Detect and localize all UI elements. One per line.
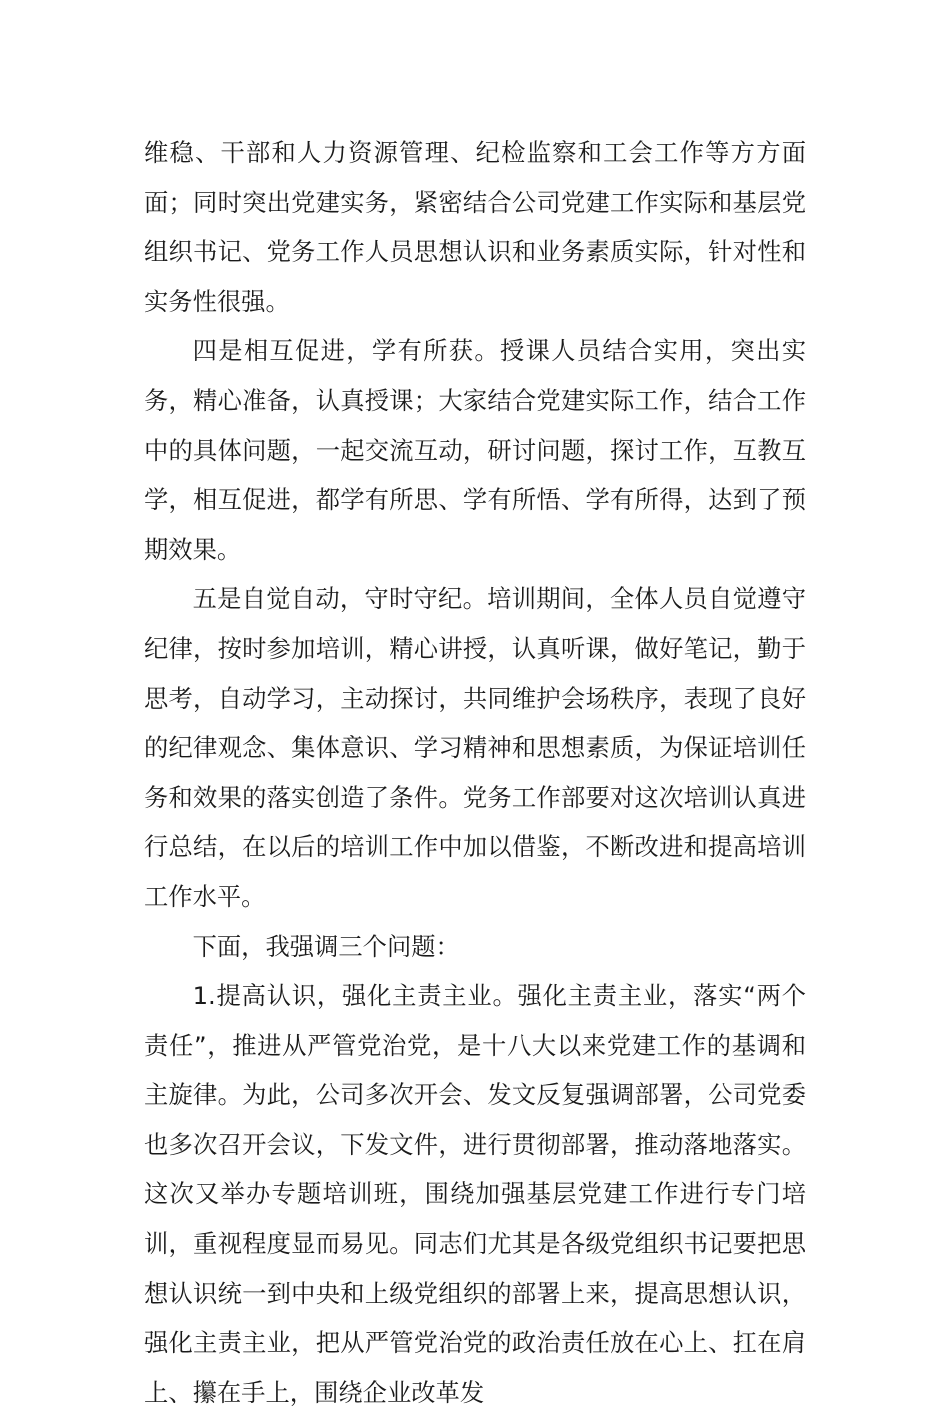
paragraph-point-five: 五是自觉自动，守时守纪。培训期间，全体人员自觉遵守纪律，按时参加培训，精心讲授，认真听课，做好笔记，勤于思考，自动学习，主动探讨，共同维护会场秩序，表现了良好的纪律观念、集体意识、学习精神和思想素质，为保证培训任务和效果的落实创造了条件。党务工作部要对这次培训认真进行总结，在以后的培训工作中加以借鉴，不断改进和提高培训工作水平。 [144, 584, 806, 911]
document-body [144, 128, 806, 1417]
paragraph-continuation: 维稳、干部和人力资源管理、纪检监察和工会工作等方方面面；同时突出党建实务，紧密结合公司党建工作实际和基层党组织书记、党务工作人员思想认识和业务素质实际，针对性和实务性很强。 [144, 138, 806, 316]
paragraph-transition: 下面，我强调三个问题： [192, 931, 460, 961]
paragraph-item-one: 1.提高认识，强化主责主业。强化主责主业，落实“两个责任”，推进从严管党治党，是十八大以来党建工作的基调和主旋律。为此，公司多次开会、发文反复强调部署，公司党委也多次召开会议，下发文件，进行贯彻部署，推动落地落实。这次又举办专题培训班，围绕加强基层党建工作进行专门培训，重视程度显而易见。同志们尤其是各级党组织书记要把思想认识统一到中央和上级党组织的部署上来，提高思想认识，强化主责主业，把从严管党治党的政治责任放在心上、扛在肩上、攥在手上，围绕企业改革发 [144, 981, 806, 1407]
paragraph-point-four: 四是相互促进，学有所获。授课人员结合实用，突出实务，精心准备，认真授课；大家结合党建实际工作，结合工作中的具体问题，一起交流互动，研讨问题，探讨工作，互教互学，相互促进，都学有所思、学有所悟、学有所得，达到了预期效果。 [144, 336, 806, 564]
